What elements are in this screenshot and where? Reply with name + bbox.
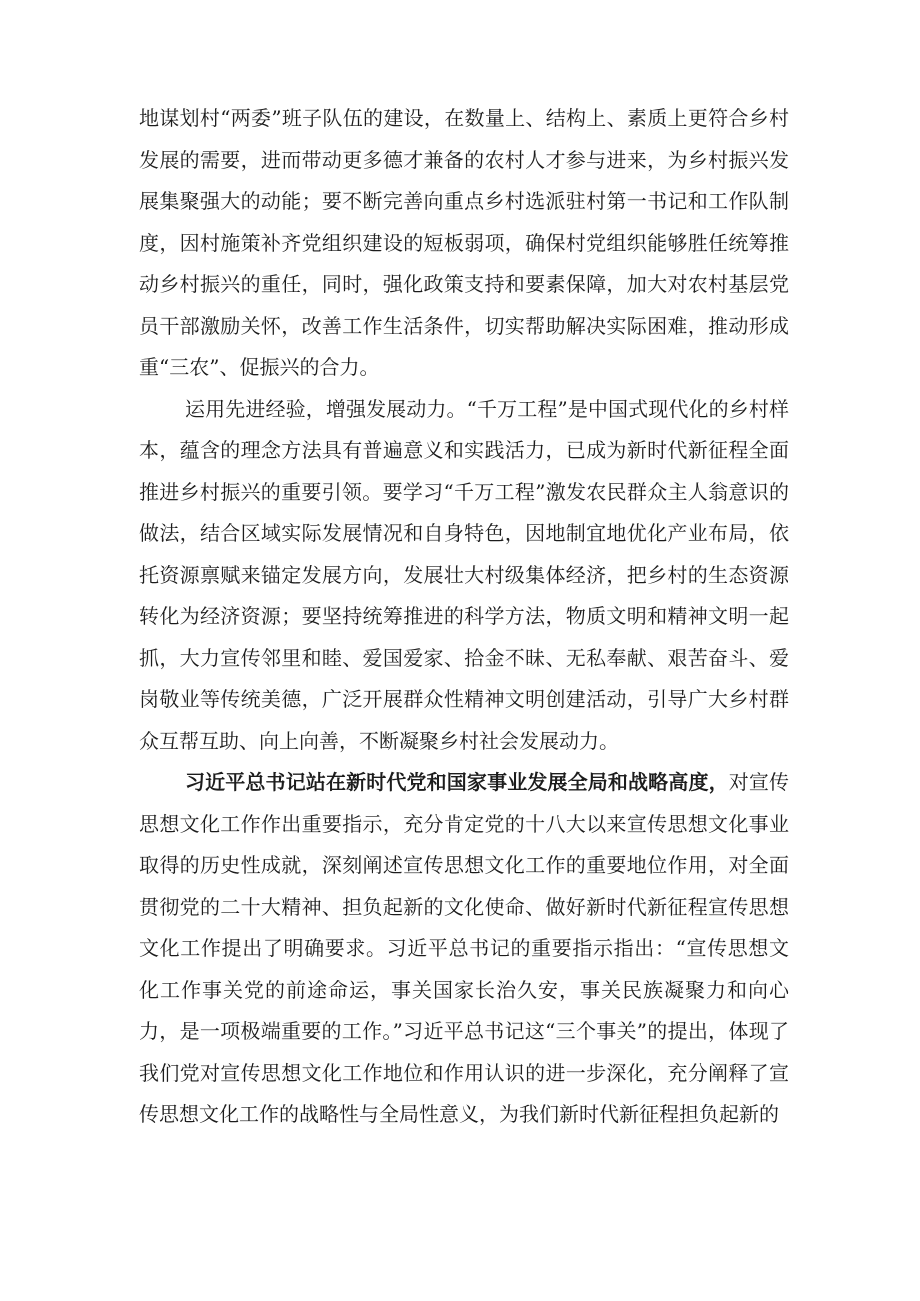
paragraph-3-lead-bold: 习近平总书记站在新时代党和国家事业发展全局和战略高度， [185, 770, 729, 794]
paragraph-3-body: 对宣传思想文化工作作出重要指示，充分肯定党的十八大以来宣传思想文化事业取得的历史性成就，深刻阐述宣传思想文化工作的重要地位作用，对全面贯彻党的二十大精神、担负起新的文化使命、做好新时代新征程宣传思想文化工作提出了明确要求。习近平总书记的重要指示指出：“宣传思想文化工作事关党的前途命运，事关国家长治久安，事关民族凝聚力和向心力，是一项极端重要的工作。”习近平总书记这“三个事关”的提出，体现了我们党对宣传思想文化工作地位和作用认识的进一步深化，充分阐释了宣传思想文化工作的战略性与全局性意义，为我们新时代新征程担负起新的 [139, 770, 790, 1126]
document-body [139, 98, 789, 1136]
paragraph-3 [139, 762, 789, 1136]
paragraph-1: 地谋划村“两委”班子队伍的建设，在数量上、结构上、素质上更符合乡村发展的需要，进而带动更多德才兼备的农村人才参与进来，为乡村振兴发展集聚强大的动能；要不断完善向重点乡村选派驻村第一书记和工作队制度，因村施策补齐党组织建设的短板弱项，确保村党组织能够胜任统筹推动乡村振兴的重任，同时，强化政策支持和要素保障，加大对农村基层党员干部激励关怀，改善工作生活条件，切实帮助解决实际困难，推动形成重“三农”、促振兴的合力。 [139, 106, 789, 379]
paragraph-2: 运用先进经验，增强发展动力。“千万工程”是中国式现代化的乡村样本，蕴含的理念方法具有普遍意义和实践活力，已成为新时代新征程全面推进乡村振兴的重要引领。要学习“千万工程”激发农民群众主人翁意识的做法，结合区域实际发展情况和自身特色，因地制宜地优化产业布局，依托资源禀赋来锚定发展方向，发展壮大村级集体经济，把乡村的生态资源转化为经济资源；要坚持统筹推进的科学方法，物质文明和精神文明一起抓，大力宣传邻里和睦、爱国爱家、拾金不昧、无私奉献、艰苦奋斗、爱岗敬业等传统美德，广泛开展群众性精神文明创建活动，引导广大乡村群众互帮互助、向上向善，不断凝聚乡村社会发展动力。 [139, 396, 789, 753]
